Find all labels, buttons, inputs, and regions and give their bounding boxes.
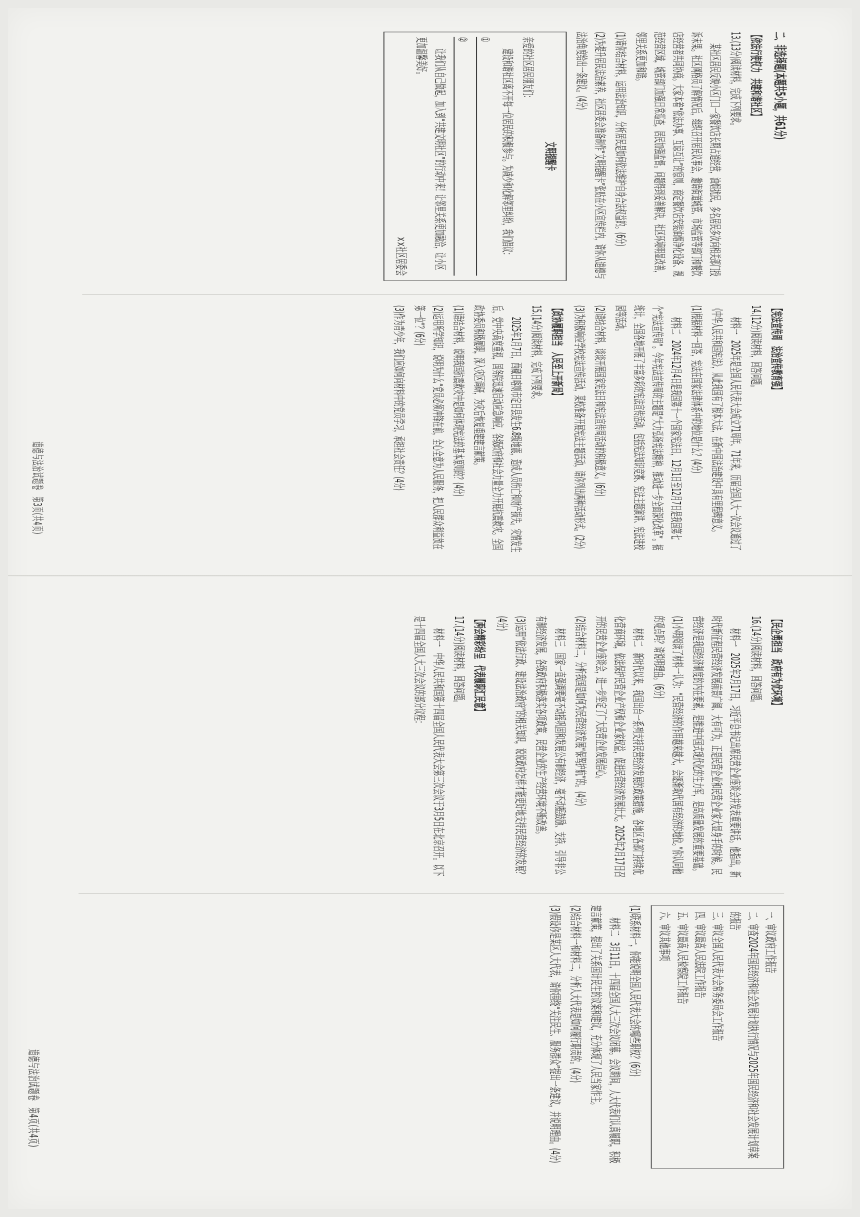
q15-theme: 【政协履职担当 人民至上开新局】 bbox=[550, 305, 565, 399]
q16-question-1: (1)小明阅读了材料一认为：“民营经济的作用越来越大，会逐渐取代国有经济的地位。”你认同他的观点吗？请说明理由。(6分) bbox=[651, 615, 686, 875]
q17-material-2: 材料二 3月11日，十四届全国人大三次会议闭幕。会议期间，人大代表们认真履职，积极建言献策，提出了关系国计民生的议案和建议，充分体现了人民当家作主。 bbox=[589, 905, 623, 1164]
agenda-item: 六、审议其他事项 bbox=[657, 911, 673, 961]
q17-question-1: (1)联系材料一，你能说明全国人民代表大会的哪些职权？(6分) bbox=[628, 905, 643, 1077]
card-title: 文明提醒卡 bbox=[543, 141, 558, 171]
q16-question-2: (2)结合材料二，分析我国是如何为民营经济发展“保驾护航”的。(4分) bbox=[573, 615, 589, 807]
q14-question-2: (2)请结合材料，谈谈开展国家宪法日和宪法宣传周活动的积极意义。(6分) bbox=[593, 305, 608, 497]
q16-material-3: 材料三 国家一直强调要毫不动摇巩固和发展公有制经济，毫不动摇鼓励、支持、引导非公有制经济发展，各级政府积极落实各项政策，民营企业的生产经营环境不断改善。 bbox=[534, 615, 568, 875]
card-blank-1[interactable] bbox=[476, 37, 495, 276]
exam-page-3 bbox=[20, 28, 790, 569]
q13-question-1: (1)请你结合材料，运用法治知识，分析居民是如何依法维护自身合法权益的。(6分) bbox=[613, 31, 629, 247]
agenda-item: 四、审议最高人民法院工作报告 bbox=[692, 911, 708, 998]
q16-stem: 16.(14分)阅读材料，回答问题。 bbox=[748, 615, 764, 707]
q13-theme: 【依法行使权力 共建和谐社区】 bbox=[749, 31, 764, 120]
q14-material-1: 材料一 2025年是全国人民代表大会成立71周年，71年来，历届全国人大一次会议通过了《中华人民共和国宪法》，从此我国有了根本大法，在新中国法治建设中具有里程碑意义。 bbox=[710, 305, 744, 551]
page4-left-column bbox=[409, 616, 790, 879]
page4-footer: 道德与法治试题卷 第4页(共4页) bbox=[26, 1049, 41, 1148]
q16-theme: 【民企勇担当 政府有为优环境】 bbox=[769, 615, 785, 709]
card-item-1-marker: ① bbox=[478, 36, 493, 43]
agenda-item: 二、审查2024年国民经济和社会发展计划执行情况与2025年国民经济和社会发展计划草案的报告 bbox=[728, 911, 761, 1159]
agenda-item: 三、审议全国人民代表大会常务委员会工作报告 bbox=[710, 911, 726, 1042]
q17-theme: 【两会精彩纷呈 代表履职汇民意】 bbox=[472, 615, 488, 715]
card-closing: 让我们从自己做起，加入到“共建文明社区”的行动中来！让邻里关系更加融洽，让小区更加温馨美好。 bbox=[414, 36, 448, 271]
exam-page-4 bbox=[16, 612, 790, 1184]
q17-question-2: (2)结合材料一和材料二，分析人大代表是如何履行职责的。(4分) bbox=[568, 905, 584, 1083]
card-item-2-marker: ② bbox=[455, 36, 471, 43]
section-title: 二、非选择题(本题共5小题，共61分) bbox=[771, 31, 788, 140]
q16-material-2: 材料二 新时代以来，我国出台一系列支持民营经济发展的政策措施，各地区各部门持续优化营商环境，依法保护民营企业产权和企业家权益，促进民营经济发展壮大。2025年2月17日召开的民营企业座谈会，进一步坚定了广大民营企业发展信心。 bbox=[594, 615, 646, 878]
q15-question-2: (2)运用所学知识，说明为什么“党员必须冲锋在前，全心全意为人民服务，把人民群众利益放在第一位”？(6分) bbox=[412, 305, 446, 550]
q13-stem: 13.(13分)阅读材料，完成下列要求。 bbox=[728, 31, 744, 129]
card-blank-2[interactable] bbox=[454, 37, 473, 276]
q16-question-3: (3)运用“依法行政、建设法治政府”的相关知识，说说政府怎样才能更好地支持民营经济的发展？(4分) bbox=[495, 615, 529, 878]
q14-question-1: (1)根据材料一回答，宪法在国家法律体系中的地位是什么？(4分) bbox=[689, 305, 705, 474]
page4-right-column bbox=[544, 905, 790, 1168]
q17-material-1: 材料一 中华人民共和国第十四届全国人民代表大会第三次会议于3月5日在北京召开。以下是十四届全国人大三次会议的部分议程： bbox=[412, 615, 447, 877]
q15-question-1: (1)请结合材料，说明我国抗震救灾中是如何体现宪法的基本原则的？(4分) bbox=[451, 305, 467, 497]
q17-question-3: (3)假设你是某区人大代表，请你围绕“关注民生、服务群众”提出一条建议，并说明理由。(4分) bbox=[547, 905, 563, 1164]
q14-theme: 【宪法宣传周 法治宣传教育强】 bbox=[769, 305, 785, 393]
q15-stem: 15.(14分)阅读材料，完成下列要求。 bbox=[529, 305, 545, 403]
card-greeting: 亲爱的社区居民朋友们： bbox=[520, 36, 536, 101]
card-body: 建设和谐社区离不开每一位居民的积极参与。为减少和化解邻里纠纷，我们倡议： bbox=[500, 48, 516, 259]
q15-question-3: (3)作为青少年，我们应如何向材料中的党员学习，承担社会责任？(4分) bbox=[392, 305, 407, 491]
agenda-item: 一、审议政府工作报告 bbox=[763, 911, 779, 974]
q14-question-3: (3)为积极响应学校宪法宣传活动，某校准备开展宪法主题活动，请你列出两种活动形式。(2分) bbox=[572, 305, 588, 549]
q14-stem: 14.(12分)阅读材料，回答问题。 bbox=[749, 305, 764, 391]
q17-stem: 17.(14分)阅读材料，回答问题。 bbox=[451, 615, 467, 707]
card-signature: ××社区居委会 bbox=[394, 236, 409, 276]
civility-reminder-card bbox=[383, 32, 566, 281]
agenda-item: 五、审议最高人民检察院工作报告 bbox=[675, 911, 691, 1005]
page3-left-column bbox=[380, 32, 790, 281]
page3-right-column bbox=[388, 305, 790, 554]
q13-material: 某社区居民反映小区门口一家餐饮店长期占道经营，油烟扰民，多名居民多次向相关部门投诉未果。社区网格员了解情况后，组织召开居民议事会，邀请街道城管、市场监管等部门和餐饮店经营者共同协商。大家本着“依法办事、互谅互让”的原则，商定餐饮店安装油烟净化设备、规范经营区域，城管部门加强日常巡查，居民加强监督。问题得到妥善解决，社区环境明显改善，邻里关系更加和谐。 bbox=[634, 31, 723, 277]
q14-material-2: 材料二 2024年12月4日是我国第十一个国家宪法日，12月1日至12月7日是我国第七个“宪法宣传周”。今年宪法宣传周的主题是“大力弘扬宪法精神，推动进一步全面深化改革”。据统计，全国各地开展了丰富多彩的宪法宣传活动，包括宪法知识竞赛、宪法主题演讲、宪法进校园等活动。 bbox=[613, 305, 684, 551]
q15-material: 2025年1月7日，西藏日喀则市定日县发生6.8级地震，造成人员伤亡和财产损失。灾情发生后，党中央高度重视，国务院迅速启动应急响应，各级政府和社会力量全力开展抗震救灾。全国政协委员积极履职，深入灾区调研，为灾后恢复重建建言献策。 bbox=[472, 305, 524, 553]
npc-agenda-box bbox=[651, 905, 784, 1168]
q13-question-2: (2)为提升居民法治素养，社区居委会准备制作“文明提醒卡”张贴在小区宣传栏内，请你从道德与法治角度给出一条建议。(4分) bbox=[574, 31, 608, 279]
q16-material-1: 材料一 2025年2月17日，习近平总书记出席民营企业座谈会并发表重要讲话。他指出，新时代新征程民营经济发展前景广阔、大有可为，正是民营企业和民营企业家大显身手的时候。民营经济是我国经济制度的内在要素，是推进中国式现代化的生力军，是高质量发展的重要基础。 bbox=[691, 615, 743, 878]
page3-footer: 道德与法治试题卷 第3页(共4页) bbox=[30, 441, 45, 535]
page-fold-line bbox=[8, 575, 852, 577]
